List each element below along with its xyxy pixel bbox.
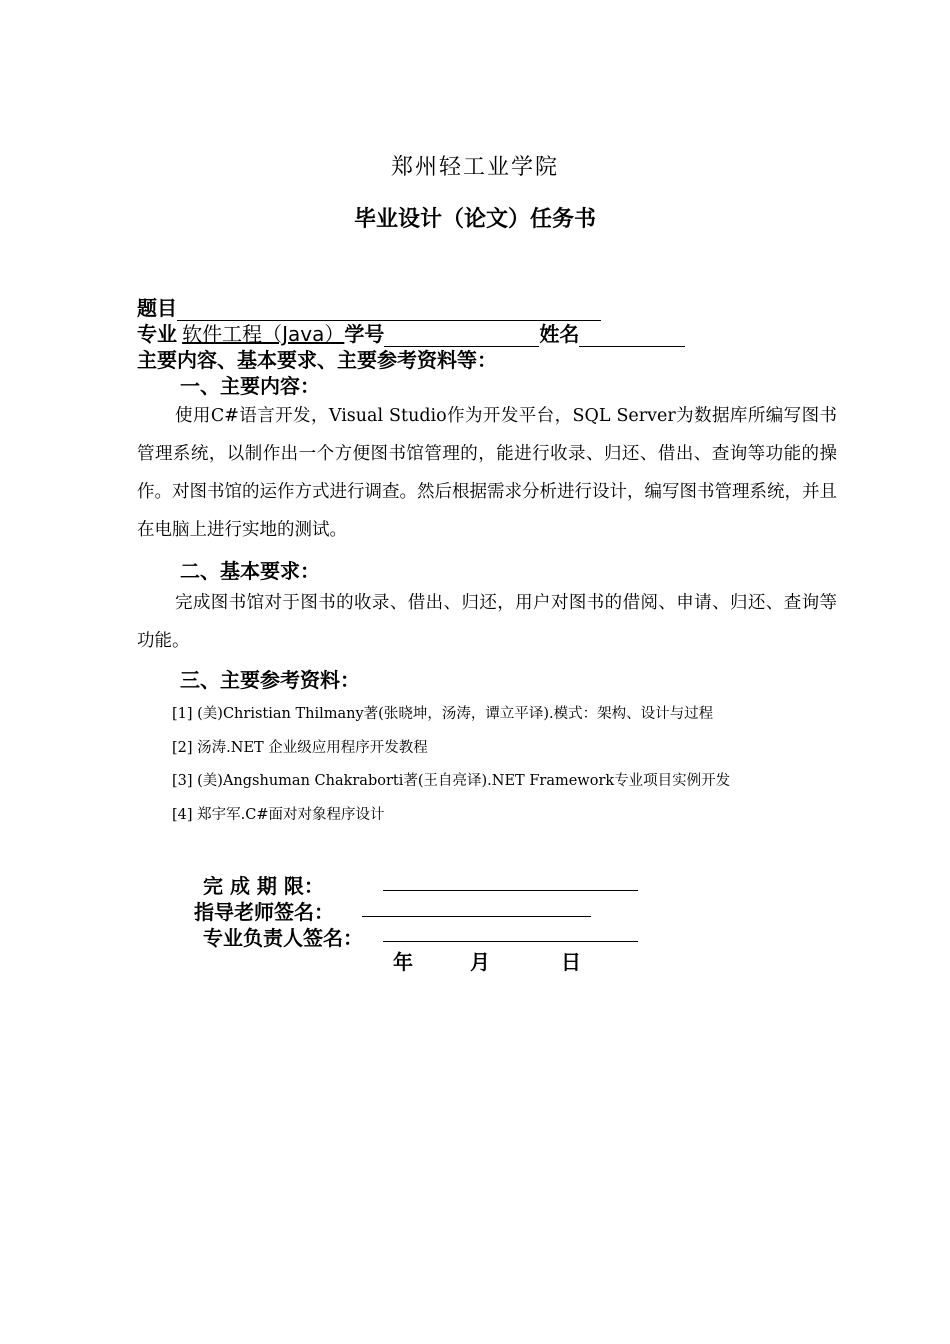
requirements-heading: 二、基本要求： <box>180 559 320 583</box>
reference-item: [2] 汤涛.NET 企业级应用程序开发教程 <box>172 740 428 756</box>
name-label: 姓名 <box>539 322 580 346</box>
document-title: 毕业设计（论文）任务书 <box>353 207 596 232</box>
major-value: 软件工程（Java） <box>182 322 345 346</box>
head-signature-field[interactable] <box>383 941 638 942</box>
requirements-text: 完成图书馆对于图书的收录、借出、归还，用户对图书的借阅、申请、归还、查询等功能。 <box>137 593 837 651</box>
date-month: 月 <box>470 950 490 974</box>
reference-item: [4] 郑宇军.C#面对对象程序设计 <box>172 807 385 823</box>
advisor-signature-label: 指导老师签名： <box>194 900 334 924</box>
major-row <box>137 318 685 347</box>
deadline-label: 完 成 期 限： <box>203 874 324 898</box>
reference-item: [3] (美)Angshuman Chakraborti著(王自亮译).NET Framework专业项目实例开发 <box>172 773 731 789</box>
date-year: 年 <box>393 950 413 974</box>
major-label: 专业 <box>137 322 177 346</box>
references-heading: 三、主要参考资料： <box>180 668 360 692</box>
topic-label: 题目 <box>137 296 177 320</box>
date-day: 日 <box>561 950 581 974</box>
name-field[interactable] <box>579 324 685 347</box>
advisor-signature-field[interactable] <box>362 916 591 917</box>
main-content-text: 使用C#语言开发，Visual Studio作为开发平台，SQL Server为数据库所编写图书管理系统，以制作出一个方便图书馆管理的，能进行收录、归还、借出、查询等功能的操作。对图书馆的运作方式进行调查。然后根据需求分析进行设计，编写图书管理系统，并且在电脑上进行实地的测试。 <box>137 406 837 540</box>
student-id-label: 学号 <box>344 322 385 346</box>
school-name: 郑州轻工业学院 <box>390 155 559 180</box>
main-content-heading: 一、主要内容： <box>180 374 320 398</box>
topic-row <box>137 292 601 321</box>
head-signature-label: 专业负责人签名： <box>203 926 363 950</box>
reference-item: [1] (美)Christian Thilmany著(张晓坤，汤涛，谭立平译).模式：架构、设计与过程 <box>172 706 714 722</box>
contents-label: 主要内容、基本要求、主要参考资料等： <box>137 348 497 372</box>
deadline-field[interactable] <box>383 890 638 891</box>
